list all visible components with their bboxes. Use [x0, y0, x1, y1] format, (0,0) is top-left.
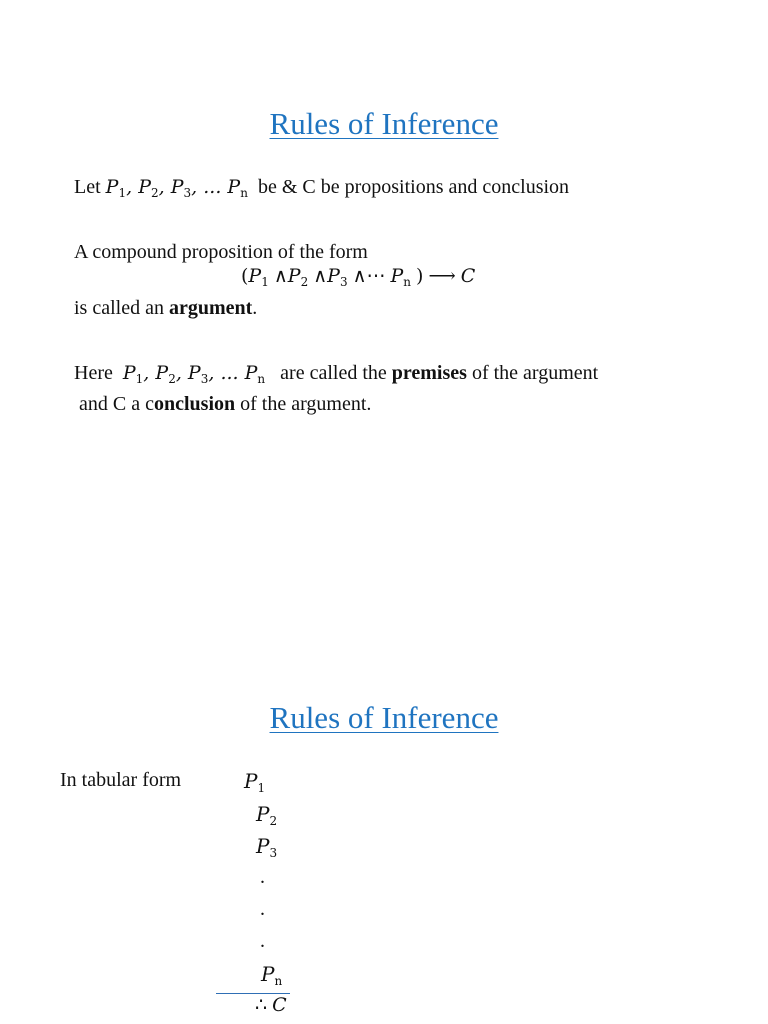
ellipsis-dot-2: . [260, 898, 265, 920]
definition-line [74, 176, 569, 200]
premise-row-n: $P_n$ [261, 962, 283, 988]
definition-suffix: be & C be propositions and conclusion [257, 176, 570, 198]
premise-list-2: $P_1$, $P_2$, $P_3$, ... $P_n$ [122, 362, 266, 386]
argument-formula: ($P_1$ $\wedge P_2$ $\wedge P_3$ ∧⋯ $P_n$ ) ⟶ C [241, 265, 476, 289]
ellipsis-dot-3: . [260, 930, 265, 952]
conclusion-row [255, 994, 287, 1017]
conclusion-term: onclusion [153, 393, 236, 415]
therefore-symbol: ∴ [255, 994, 268, 1016]
premise-row-3: $P_3$ [256, 834, 278, 860]
let-text: Let [74, 176, 101, 198]
premise-row-1: $P_1$ [244, 769, 266, 795]
argument-line: is called an argument. [74, 297, 258, 319]
slide-2 [0, 512, 768, 1024]
conclusion-line: and C a conclusion of the argument. [79, 393, 372, 415]
premises-term: premises [391, 362, 467, 384]
slide-1-title: Rules of Inference [269, 106, 499, 141]
slide-2-title: Rules of Inference [269, 700, 499, 735]
premise-list: $P_1$, $P_2$, $P_3$, ... $P_n$ [105, 176, 248, 200]
premises-line: Here $P_1$, $P_2$, $P_3$, ... $P_n$ are called the premises of the argument [74, 362, 599, 386]
conclusion-symbol: C [272, 994, 287, 1016]
tabular-label: In tabular form [60, 769, 182, 791]
argument-term: argument [168, 297, 253, 319]
premise-row-2: $P_2$ [256, 802, 278, 828]
ellipsis-dot-1: . [260, 866, 265, 888]
compound-line: A compound proposition of the form [74, 241, 368, 263]
